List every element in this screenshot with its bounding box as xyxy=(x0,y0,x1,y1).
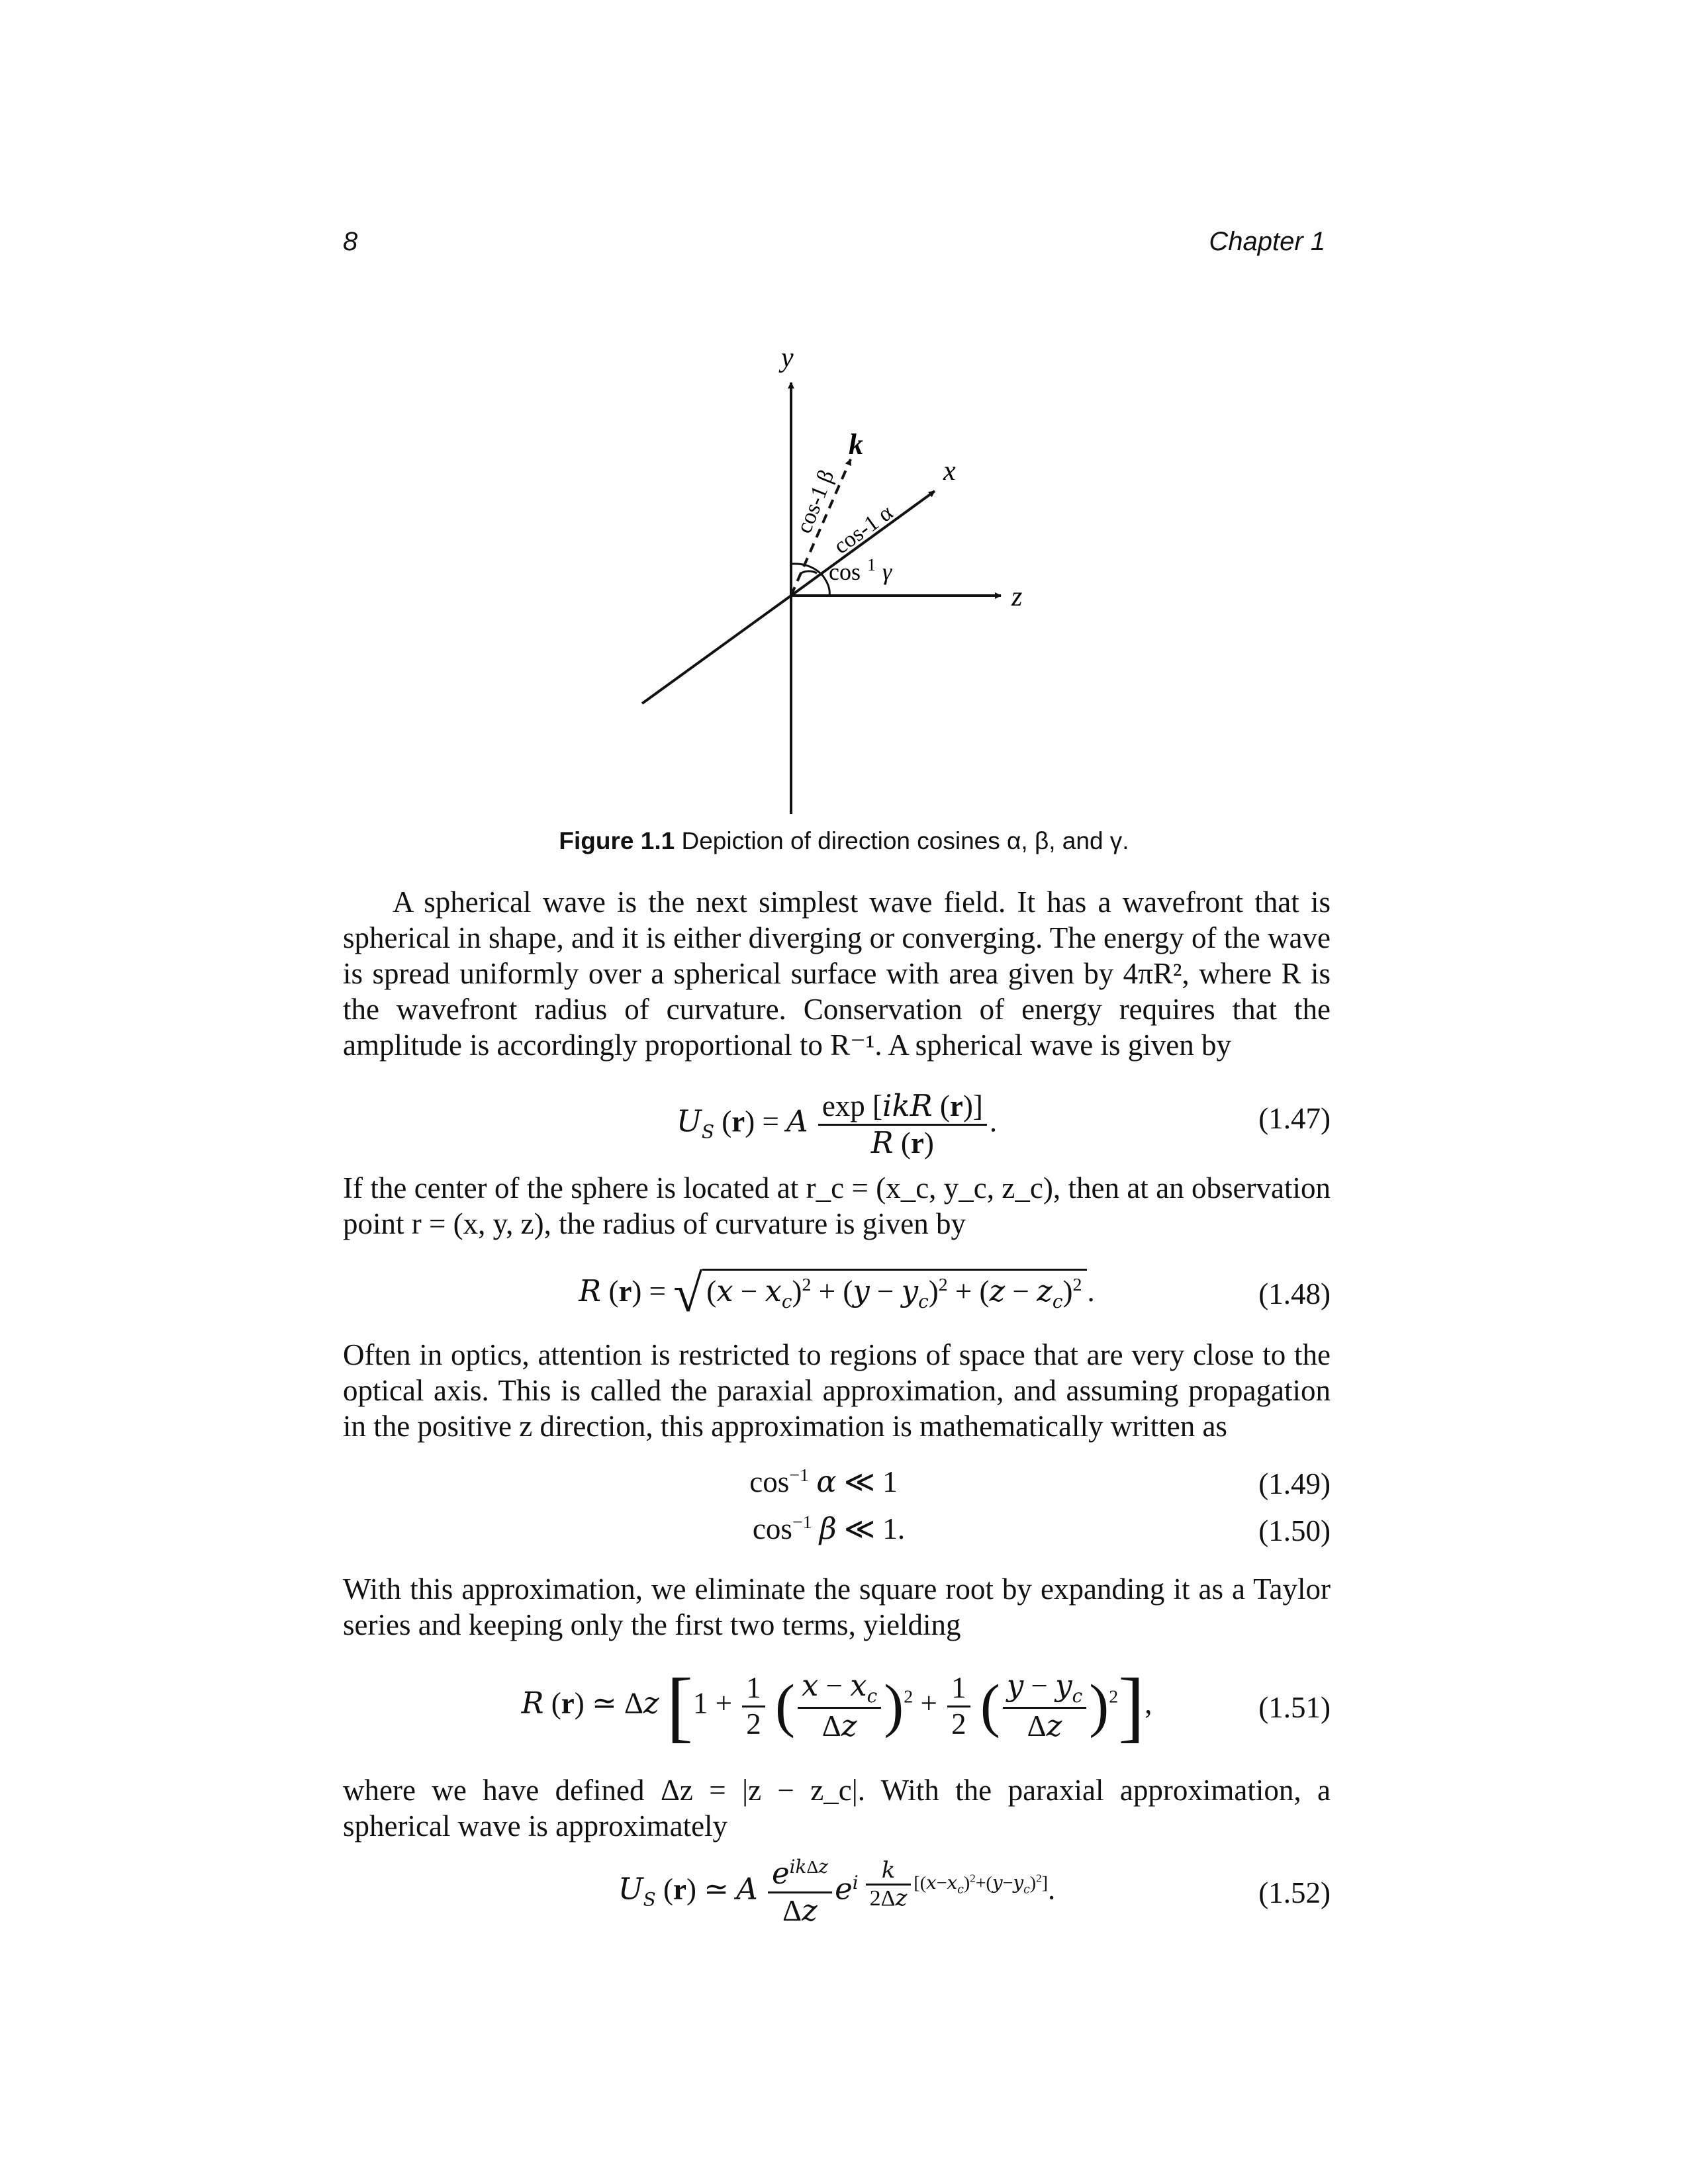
x-axis-negative-line xyxy=(642,596,791,704)
equation-1-47: $U_S$ (r) = A $\frac{\text{exp [ikR (r)]}}{R (r)}$ . (1.47) xyxy=(676,1088,1331,1160)
cos-beta-label: cos-1 β xyxy=(792,466,839,537)
figure-caption-label: Figure 1.1 xyxy=(559,827,675,854)
y-axis-label: y xyxy=(781,343,794,373)
running-head: Chapter 1 xyxy=(1209,227,1325,256)
equation-number: (1.52) xyxy=(1258,1876,1331,1909)
cos-alpha-label: cos-1 α xyxy=(829,500,898,559)
figure-caption xyxy=(0,827,1688,855)
paragraph-2: If the center of the sphere is located at r_c = (x_c, y_c, z_c), then at an observation point r = (x, y, z), the radius of curvature is given by xyxy=(343,1171,1331,1240)
z-axis-label: z xyxy=(1011,582,1023,612)
figure-caption-text: Depiction of direction cosines α, β, and γ. xyxy=(681,827,1129,854)
paragraph-3: Often in optics, attention is restricted to regions of space that are very close to the optical axis. This is called the paraxial approximation, and assuming propagation in the positive z direction, this approximation is mathematically written as xyxy=(343,1338,1331,1443)
equation-1-51: R (r) ≃ Δz [1 + $\frac{1}{2}$ ( $\frac{x - x_c}{\Delta z}$ )$^2$ + $\frac{1}{2}$ ( $\frac{y - y_c}{\Delta z}$ )$^2$], (1.51) xyxy=(521,1662,1331,1750)
equation-1-48: R (r) = √ $(x - x_c)^2 + (y - y_c)^2 + (z - z_c)^2$ . (1.48) xyxy=(579,1265,1331,1323)
direction-cosines-figure xyxy=(622,338,1072,841)
equation-number: (1.51) xyxy=(1258,1691,1331,1724)
cos-gamma-label: cos $^1$ γ xyxy=(829,555,892,585)
x-axis-label: x xyxy=(943,456,956,486)
paragraph-5: where we have defined Δz = |z − z_c|. With the paraxial approximation, a spherical wave is approximately xyxy=(343,1774,1331,1843)
equation-number: (1.50) xyxy=(1258,1514,1331,1547)
equation-1-52: $U_S$ (r) ≃ A $\frac{e^{ik\Delta z}}{\Delta z}$ $e^{i \frac{k}{2\Delta z} [(x-x_c)^2+(y-y_c)^2]}$. (1.52) xyxy=(618,1856,1331,1928)
paragraph-1: A spherical wave is the next simplest wave field. It has a wavefront that is spherical in shape, and it is either diverging or converging. The energy of the wave is spread uniformly over a spherical surface with area given by 4πR², where R is the wavefront radius of curvature. Conservation of energy requires that the amplitude is accordingly proportional to R⁻¹. A spherical wave is given by xyxy=(343,886,1331,1062)
equation-1-49: $\cos^{-1} \alpha$ ≪ 1 (1.49) xyxy=(749,1464,1331,1500)
page-number: 8 xyxy=(343,227,358,256)
angle-arc-small xyxy=(801,571,817,573)
equation-number: (1.47) xyxy=(1258,1102,1331,1135)
paragraph-4: With this approximation, we eliminate the square root by expanding it as a Taylor series and keeping only the first two terms, yielding xyxy=(343,1572,1331,1641)
equation-number: (1.49) xyxy=(1258,1467,1331,1500)
equation-number: (1.48) xyxy=(1258,1277,1331,1310)
k-vector-label: k xyxy=(849,428,863,461)
equation-1-50: $\cos^{-1} \beta$ ≪ 1. (1.50) xyxy=(752,1511,1331,1547)
